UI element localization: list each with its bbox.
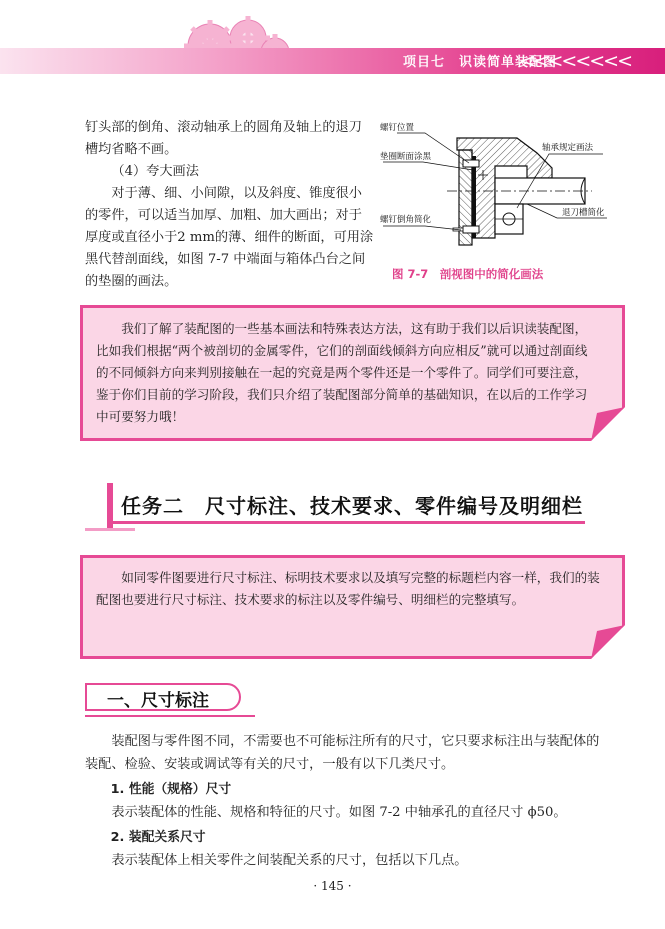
paragraph: 装配图与零件图不同，不需要也不可能标注所有的尺寸，它只要求标注出与装配体的装配、检验、安装或调试等有关的尺寸，一般有以下几类尺寸。 [85,734,600,772]
page-fold-icon [591,407,625,441]
paragraph: 表示装配体的性能、规格和特征的尺寸。如图 7-2 中轴承孔的直径尺寸 ϕ50。 [111,805,567,820]
label-bearing-rule: 轴承规定画法 [542,143,594,153]
label-groove: 退刀槽简化 [562,208,605,218]
figure-caption: 图 7-7 剖视图中的简化画法 [392,267,544,281]
subheading: （4）夸大画法 [111,164,199,179]
section-drawing-figure [377,108,635,280]
paragraph: 钉头部的倒角、滚动轴承上的圆角及轴上的退刀槽均省略不画。 [85,120,362,157]
section-heading [85,683,245,711]
paragraph: 对于薄、细、小间隙，以及斜度、锥度很小的零件，可以适当加厚、加粗、加大画出；对于厚度或直径小于2 mm的薄、细件的断面，可用涂黑代替剖面线，如图 7-7 中端面与箱体凸台之间的垫圈的画法。 [85,186,374,289]
task-title: 任务二 尺寸标注、技术要求、零件编号及明细栏 [121,494,583,518]
accent-underline [107,521,585,524]
accent-line [85,528,135,531]
label-screw-position: 螺钉位置 [380,123,415,133]
label-chamfer: 螺钉倒角简化 [380,215,432,225]
top-text [85,117,375,293]
section-title: 一、尺寸标注 [107,691,209,711]
note-box [80,305,625,441]
section-underline [85,715,255,717]
paragraph: 表示装配体上相关零件之间装配关系的尺寸，包括以下几点。 [111,853,468,868]
subheading: 1. 性能（规格）尺寸 [110,782,232,797]
page-header [0,0,665,85]
chapter-title: 项目七 识读简单装配图 [402,55,557,70]
page-number: · 145 · [313,879,352,893]
label-thin-section: 垫圈断面涂黑 [380,152,432,162]
page-fold-icon [591,625,625,659]
note-text: 我们了解了装配图的一些基本画法和特殊表达方法，这有助于我们以后识读装配图，比如我们根据“两个被剖切的金属零件，它们的剖面线倾斜方向应相反”就可以通过剖面线的不同倾斜方向来判别接触在一起的究竟是两个零件还是一个零件了。同学们可要注意，鉴于你们目前的学习阶段，我们只介绍了装配图部分简单的基础知识，在以后的工作学习中可要努力哦！ [96,321,588,424]
subheading: 2. 装配关系尺寸 [110,830,206,845]
task-heading [85,483,585,531]
note-box [80,555,625,659]
body-text [85,730,605,872]
note-text: 如同零件图要进行尺寸标注、标明技术要求以及填写完整的标题栏内容一样，我们的装配图也要进行尺寸标注、技术要求的标注以及零件编号、明细栏的完整填写。 [96,570,600,607]
chevron-decoration-icon: <<<<<<<< [519,50,631,72]
